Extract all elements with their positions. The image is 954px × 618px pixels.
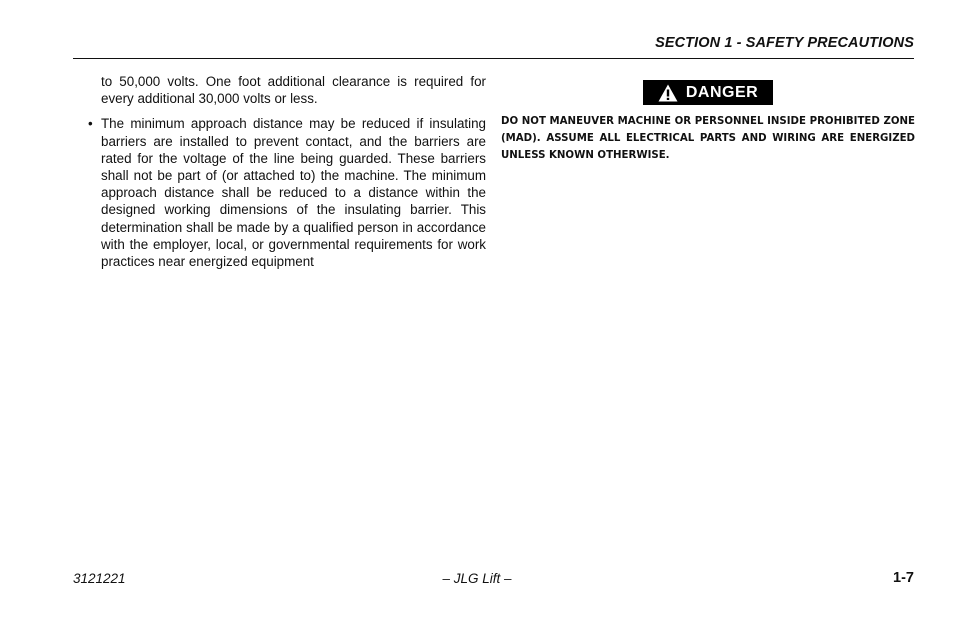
section-title: SECTION 1 - SAFETY PRECAUTIONS — [655, 35, 914, 51]
danger-message: DO NOT MANEUVER MACHINE OR PERSONNEL INSIDE PROHIBITED ZONE (MAD). ASSUME ALL ELECTRICAL PARTS AND WIRING ARE ENERGIZED UNLESS KNOWN OTHERWISE. — [501, 116, 915, 162]
page-number: 1-7 — [893, 570, 914, 586]
bullet-marker: • — [88, 116, 93, 132]
bullet-item — [88, 115, 486, 270]
footer-brand: – JLG Lift – — [442, 571, 512, 586]
header-divider — [73, 58, 914, 59]
danger-label: DANGER — [685, 83, 759, 101]
bullet-paragraph: The minimum approach distance may be reduced if insulating barriers are installed to prevent contact, and the barriers are rated for the voltage of the line being guarded. These barriers shall not be part of (or attached to) the machine. The minimum approach distance shall be reduced to a distance within the designed working dimensions of the insulating barrier. This determination shall be made by a qualified person in accordance with the employer, local, or governmental requirements for work practices near energized equipment — [101, 116, 486, 270]
danger-banner — [643, 80, 773, 105]
document-number: 3121221 — [73, 571, 126, 586]
left-column — [88, 73, 486, 270]
danger-panel — [501, 80, 915, 165]
continuation-paragraph: to 50,000 volts. One foot additional clearance is required for every additional 30,000 volts or less. — [101, 74, 486, 107]
warning-triangle-icon — [658, 84, 678, 102]
